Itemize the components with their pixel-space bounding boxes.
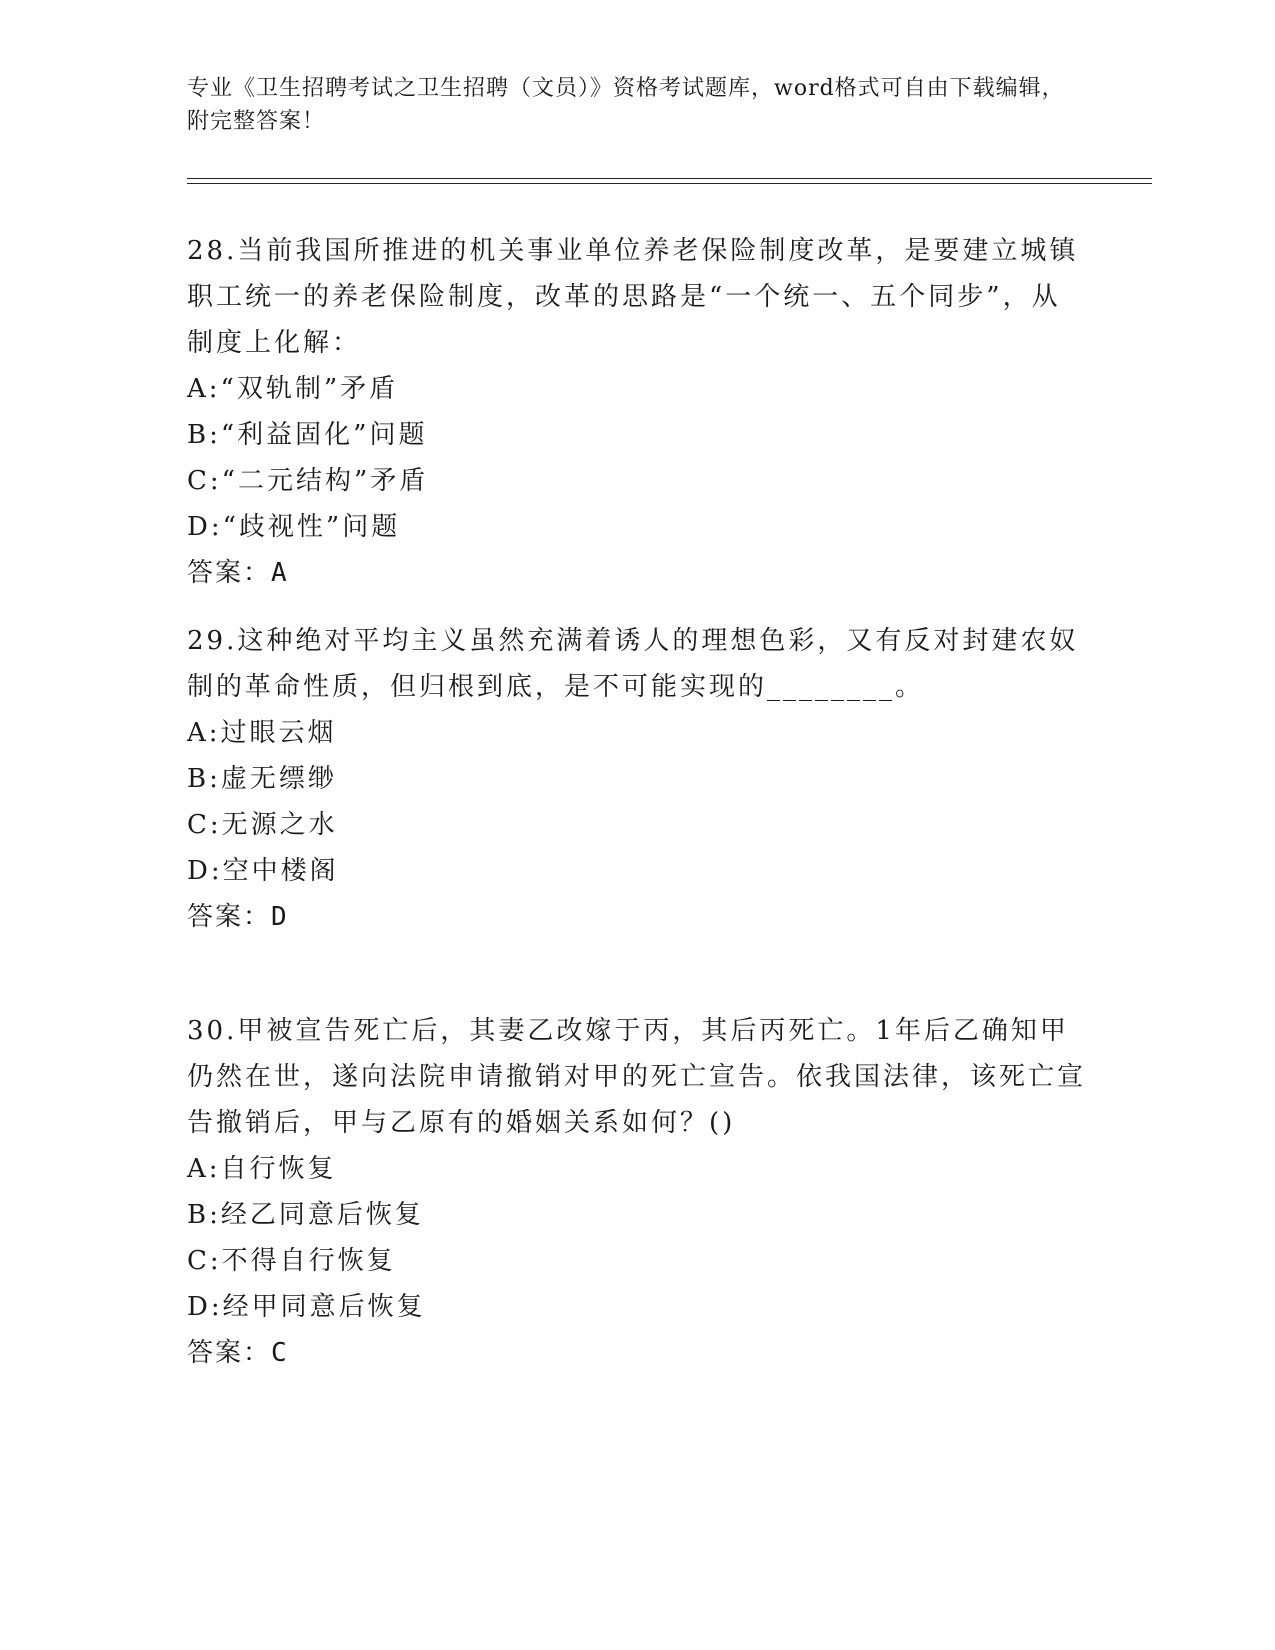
answer-line [187, 1330, 1087, 1376]
option-c: C:不得自行恢复 [187, 1246, 396, 1276]
option-a: A:过眼云烟 [187, 718, 337, 748]
option-c: C:“二元结构”矛盾 [187, 466, 429, 496]
option-d: D:空中楼阁 [187, 856, 339, 886]
answer-line [187, 894, 1087, 940]
answer-value: A [271, 558, 289, 588]
option-d: D:经甲同意后恢复 [187, 1292, 426, 1322]
option-list [187, 710, 1087, 894]
option-list [187, 366, 1087, 550]
option-d: D:“歧视性”问题 [187, 512, 401, 542]
header-divider-bottom [187, 183, 1152, 184]
option-a: A:自行恢复 [187, 1154, 337, 1184]
option-b: B:“利益固化”问题 [187, 420, 428, 450]
option-list [187, 1146, 1087, 1330]
question-stem: 30.甲被宣告死亡后，其妻乙改嫁于丙，其后丙死亡。1年后乙确知甲仍然在世，遂向法院申请撤销对甲的死亡宣告。依我国法律，该死亡宣告撤销后，甲与乙原有的婚姻关系如何？() [187, 1016, 1087, 1138]
question-stem: 29.这种绝对平均主义虽然充满着诱人的理想色彩，又有反对封建农奴制的革命性质，但归根到底，是不可能实现的________。 [187, 626, 1079, 702]
answer-label: 答案： [187, 1338, 272, 1368]
document-header: 专业《卫生招聘考试之卫生招聘（文员）》资格考试题库，word格式可自由下载编辑，附完整答案！ [187, 76, 1065, 134]
question-29 [187, 618, 1087, 940]
answer-label: 答案： [187, 902, 272, 932]
option-c: C:无源之水 [187, 810, 338, 840]
question-30 [187, 1008, 1087, 1376]
answer-value: D [271, 902, 289, 932]
option-a: A:“双轨制”矛盾 [187, 374, 399, 404]
question-28 [187, 228, 1087, 596]
option-b: B:经乙同意后恢复 [187, 1200, 424, 1230]
answer-value: C [271, 1338, 289, 1368]
question-stem: 28.当前我国所推进的机关事业单位养老保险制度改革，是要建立城镇职工统一的养老保险制度，改革的思路是“一个统一、五个同步”，从制度上化解： [187, 236, 1079, 358]
answer-line [187, 550, 1087, 596]
header-divider-top [187, 178, 1152, 179]
option-b: B:虚无缥缈 [187, 764, 337, 794]
answer-label: 答案： [187, 558, 272, 588]
